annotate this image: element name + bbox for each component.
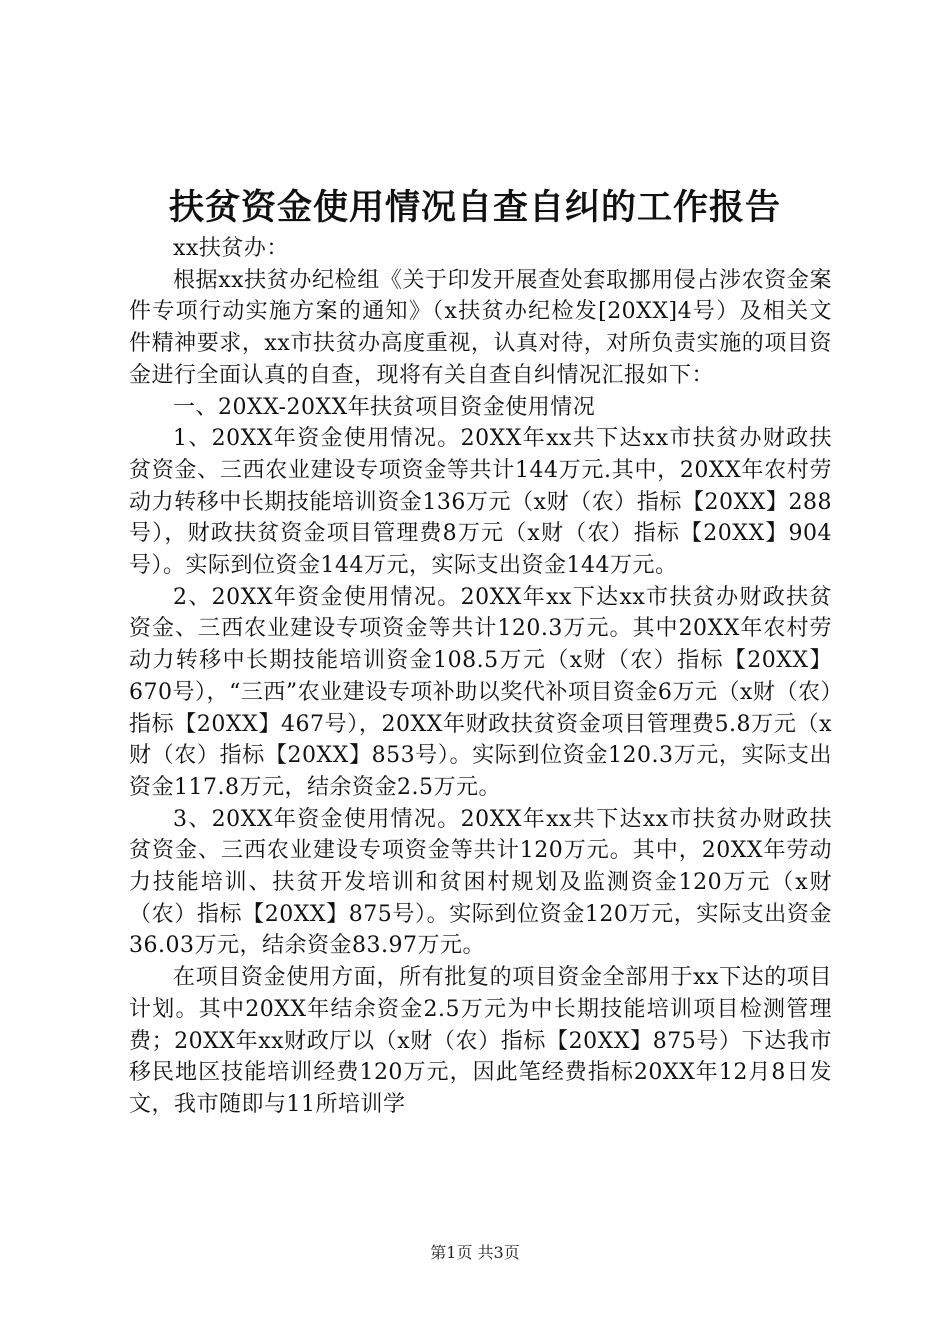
document-title: 扶贫资金使用情况自查自纠的工作报告 <box>168 187 781 228</box>
salutation: xx扶贫办： <box>173 236 289 261</box>
paragraph-year-3: 3、20XX年资金使用情况。20XX年xx共下达xx市扶贫办财政扶贫资金、三西农业建设专项资金等共计120万元。其中，20XX年劳动力技能培训、扶贫开发培训和贫困村规划及监测资金120万元（x财（农）指标【20XX】875号）。实际到位资金120万元，实际支出资金36.03万元，结余资金83.97万元。 <box>129 806 832 959</box>
paragraph-intro: 根据xx扶贫办纪检组《关于印发开展查处套取挪用侵占涉农资金案件专项行动实施方案的通知》（x扶贫办纪检发[20XX]4号）及相关文件精神要求，xx市扶贫办高度重视，认真对待，对所负责实施的项目资金进行全面认真的自查，现将有关自查自纠情况汇报如下： <box>129 267 832 388</box>
section-heading: 一、20XX-20XX年扶贫项目资金使用情况 <box>173 394 596 420</box>
paragraph-year-1: 1、20XX年资金使用情况。20XX年xx共下达xx市扶贫办财政扶贫资金、三西农业建设专项资金等共计144万元.其中，20XX年农村劳动力转移中长期技能培训资金136万元（x财（农）指标【20XX】288号），财政扶贫资金项目管理费8万元（x财（农）指标【20XX】904号）。实际到位资金144万元，实际支出资金144万元。 <box>129 426 832 579</box>
page-number: 第1页 共3页 <box>430 1243 520 1262</box>
document-body <box>129 233 832 1121</box>
paragraph-year-2: 2、20XX年资金使用情况。20XX年xx下达xx市扶贫办财政扶贫资金、三西农业建设专项资金等共计120.3万元。其中20XX年农村劳动力转移中长期技能培训资金108.5万元（x财（农）指标【20XX】670号），“三西”农业建设专项补助以奖代补项目资金6万元（x财（农）指标【20XX】467号），20XX年财政扶贫资金项目管理费5.8万元（x财（农）指标【20XX】853号）。实际到位资金120.3万元，实际支出资金117.8万元，结余资金2.5万元。 <box>129 584 832 800</box>
paragraph-usage: 在项目资金使用方面，所有批复的项目资金全部用于xx下达的项目计划。其中20XX年结余资金2.5万元为中长期技能培训项目检测管理费；20XX年xx财政厅以（x财（农）指标【20XX】875号）下达我市移民地区技能培训经费120万元，因此笔经费指标20XX年12月8日发文，我市随即与11所培训学 <box>129 965 832 1117</box>
